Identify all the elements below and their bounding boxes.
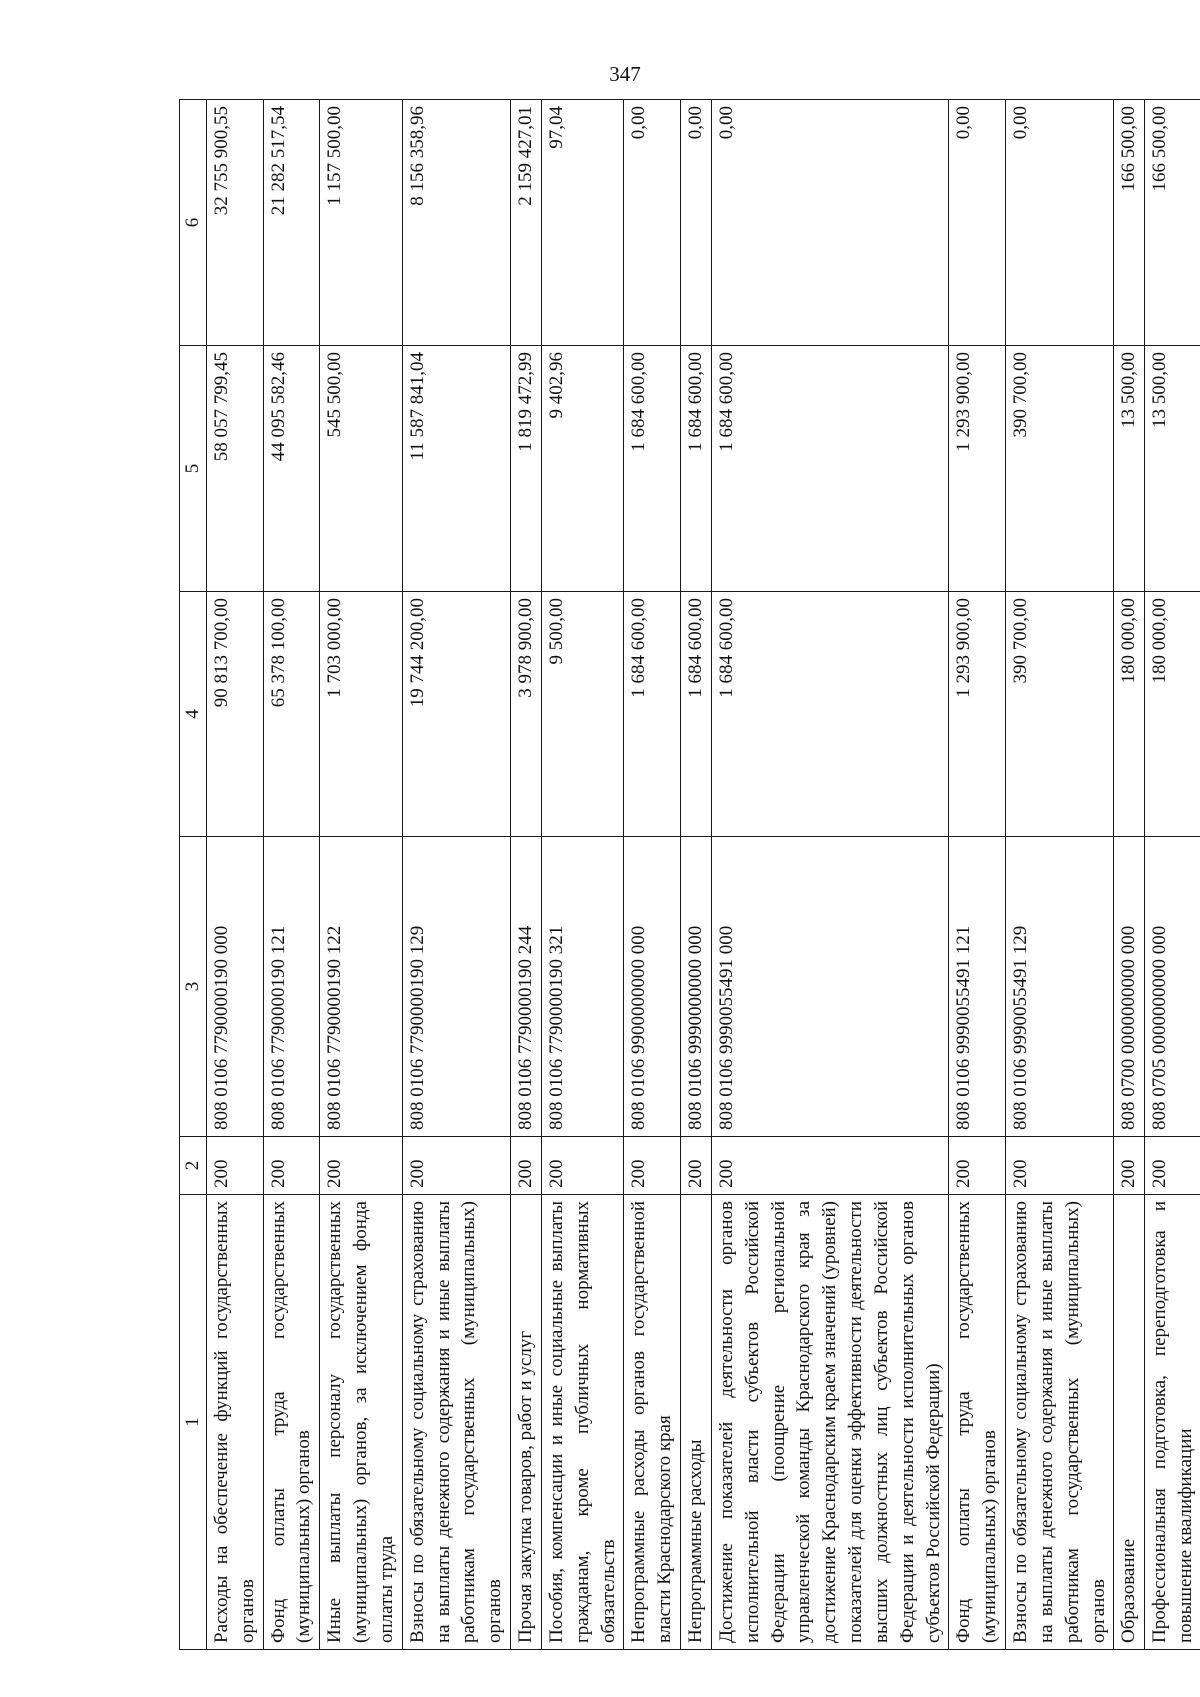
column-header-3: 3 xyxy=(180,837,207,1137)
amount-col6: 0,00 xyxy=(624,100,681,346)
table-row xyxy=(541,100,623,1650)
expense-name: Взносы по обязательному социальному страхованию на выплаты денежного содержания и иные выплаты работникам государственных (муниципальных) органов xyxy=(402,1195,510,1650)
admin-code: 200 xyxy=(207,1137,264,1195)
table-row xyxy=(320,100,402,1650)
table-row xyxy=(681,100,712,1650)
amount-col6: 97,04 xyxy=(541,100,623,346)
amount-col4: 90 813 700,00 xyxy=(207,592,264,837)
amount-col6: 32 755 900,55 xyxy=(207,100,264,346)
budget-table xyxy=(179,99,1200,1650)
expense-name: Прочая закупка товаров, работ и услуг xyxy=(511,1195,542,1650)
expense-name: Взносы по обязательному социальному страхованию на выплаты денежного содержания и иные выплаты работникам государственных (муниципальных) органов xyxy=(1006,1195,1114,1650)
classification-code: 808 0106 7790000190 321 xyxy=(541,837,623,1137)
table-row xyxy=(402,100,510,1650)
admin-code: 200 xyxy=(511,1137,542,1195)
classification-code: 808 0700 0000000000 000 xyxy=(1114,837,1145,1137)
amount-col6: 1 157 500,00 xyxy=(320,100,402,346)
amount-col6: 166 500,00 xyxy=(1145,100,1200,346)
expense-name: Достижение показателей деятельности органов исполнительной власти субъектов Российской Федерации (поощрение региональной управленческой команды Краснодарского края за достижение Краснодарским краем значений (уровней) показателей для оценки эффективности деятельности высших должностных лиц субъектов Российской Федерации и деятельности исполнительных органов субъектов Российской Федерации) xyxy=(711,1195,948,1650)
amount-col5: 1 684 600,00 xyxy=(681,346,712,592)
expense-name: Непрограммные расходы xyxy=(681,1195,712,1650)
admin-code: 200 xyxy=(1114,1137,1145,1195)
amount-col6: 0,00 xyxy=(711,100,948,346)
expense-name: Профессиональная подготовка, переподготовка и повышение квалификации xyxy=(1145,1195,1200,1650)
table-row xyxy=(624,100,681,1650)
amount-col4: 9 500,00 xyxy=(541,592,623,837)
classification-code: 808 0106 9990055491 121 xyxy=(949,837,1006,1137)
table-row xyxy=(511,100,542,1650)
admin-code: 200 xyxy=(1145,1137,1200,1195)
expense-name: Расходы на обеспечение функций государственных органов xyxy=(207,1195,264,1650)
expense-name: Фонд оплаты труда государственных (муниципальных) органов xyxy=(949,1195,1006,1650)
expense-name: Образование xyxy=(1114,1195,1145,1650)
amount-col6: 166 500,00 xyxy=(1114,100,1145,346)
amount-col6: 8 156 358,96 xyxy=(402,100,510,346)
amount-col4: 65 378 100,00 xyxy=(263,592,320,837)
column-header-2: 2 xyxy=(180,1137,207,1195)
amount-col6: 0,00 xyxy=(681,100,712,346)
amount-col5: 58 057 799,45 xyxy=(207,346,264,592)
admin-code: 200 xyxy=(949,1137,1006,1195)
admin-code: 200 xyxy=(711,1137,948,1195)
classification-code: 808 0106 9900000000 000 xyxy=(624,837,681,1137)
amount-col5: 9 402,96 xyxy=(541,346,623,592)
amount-col4: 180 000,00 xyxy=(1114,592,1145,837)
amount-col5: 13 500,00 xyxy=(1114,346,1145,592)
classification-code: 808 0106 7790000190 244 xyxy=(511,837,542,1137)
amount-col6: 0,00 xyxy=(1006,100,1114,346)
page-number: 347 xyxy=(609,62,641,86)
amount-col4: 3 978 900,00 xyxy=(511,592,542,837)
amount-col5: 1 819 472,99 xyxy=(511,346,542,592)
table-row xyxy=(949,100,1006,1650)
admin-code: 200 xyxy=(1006,1137,1114,1195)
classification-code: 808 0705 0000000000 000 xyxy=(1145,837,1200,1137)
classification-code: 808 0106 9990055491 000 xyxy=(711,837,948,1137)
admin-code: 200 xyxy=(402,1137,510,1195)
admin-code: 200 xyxy=(624,1137,681,1195)
amount-col4: 1 684 600,00 xyxy=(711,592,948,837)
amount-col5: 1 293 900,00 xyxy=(949,346,1006,592)
table-row xyxy=(711,100,948,1650)
admin-code: 200 xyxy=(263,1137,320,1195)
classification-code: 808 0106 7790000190 122 xyxy=(320,837,402,1137)
table-row xyxy=(1114,100,1145,1650)
expense-name: Фонд оплаты труда государственных (муниципальных) органов xyxy=(263,1195,320,1650)
header-row xyxy=(180,100,207,1650)
column-header-5: 5 xyxy=(180,346,207,592)
amount-col6: 21 282 517,54 xyxy=(263,100,320,346)
admin-code: 200 xyxy=(320,1137,402,1195)
amount-col5: 1 684 600,00 xyxy=(711,346,948,592)
amount-col6: 2 159 427,01 xyxy=(511,100,542,346)
amount-col4: 180 000,00 xyxy=(1145,592,1200,837)
expense-name: Пособия, компенсации и иные социальные выплаты гражданам, кроме публичных нормативных обязательств xyxy=(541,1195,623,1650)
amount-col5: 44 095 582,46 xyxy=(263,346,320,592)
column-header-6: 6 xyxy=(180,100,207,346)
amount-col5: 545 500,00 xyxy=(320,346,402,592)
amount-col4: 19 744 200,00 xyxy=(402,592,510,837)
table-row xyxy=(1006,100,1114,1650)
table-row xyxy=(207,100,264,1650)
amount-col4: 1 703 000,00 xyxy=(320,592,402,837)
classification-code: 808 0106 7790000190 129 xyxy=(402,837,510,1137)
amount-col4: 1 293 900,00 xyxy=(949,592,1006,837)
table-rotator xyxy=(179,100,1196,1650)
amount-col4: 390 700,00 xyxy=(1006,592,1114,837)
column-header-1: 1 xyxy=(180,1195,207,1650)
amount-col5: 1 684 600,00 xyxy=(624,346,681,592)
classification-code: 808 0106 7790000190 121 xyxy=(263,837,320,1137)
amount-col5: 13 500,00 xyxy=(1145,346,1200,592)
amount-col4: 1 684 600,00 xyxy=(624,592,681,837)
classification-code: 808 0106 9990055491 129 xyxy=(1006,837,1114,1137)
classification-code: 808 0106 9990000000 000 xyxy=(681,837,712,1137)
admin-code: 200 xyxy=(541,1137,623,1195)
amount-col5: 390 700,00 xyxy=(1006,346,1114,592)
table-row xyxy=(263,100,320,1650)
column-header-4: 4 xyxy=(180,592,207,837)
amount-col6: 0,00 xyxy=(949,100,1006,346)
table-row xyxy=(1145,100,1200,1650)
amount-col4: 1 684 600,00 xyxy=(681,592,712,837)
expense-name: Непрограммные расходы органов государственной власти Краснодарского края xyxy=(624,1195,681,1650)
classification-code: 808 0106 7790000190 000 xyxy=(207,837,264,1137)
admin-code: 200 xyxy=(681,1137,712,1195)
expense-name: Иные выплаты персоналу государственных (муниципальных) органов, за исключением фонда оплаты труда xyxy=(320,1195,402,1650)
amount-col5: 11 587 841,04 xyxy=(402,346,510,592)
